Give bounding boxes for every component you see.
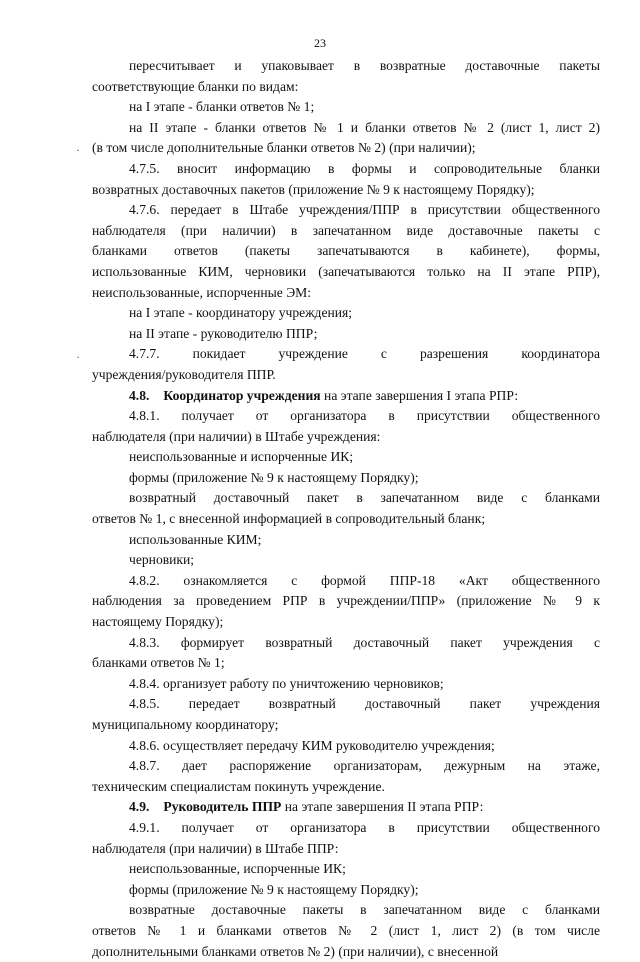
paragraph-line: соответствующие бланки по видам:: [92, 78, 299, 94]
paragraph-line: муниципальному координатору;: [92, 717, 279, 732]
section-heading-rest: на этапе завершения I этапа РПР:: [320, 387, 519, 403]
paragraph-line: наблюдателя (при наличии) в Штабе ППР:: [92, 840, 339, 856]
paragraph-line: возвратных доставочных пакетов (приложение № 9 к настоящему Порядку);: [92, 181, 535, 197]
page-number: 23: [314, 36, 326, 50]
paragraph-first-line: пересчитывает и упаковывает в возвратные доставочные пакеты: [129, 58, 600, 73]
paragraph-first-line: 4.7.6. передает в Штабе учреждения/ППР в присутствии общественного: [129, 202, 600, 218]
paragraph-first-line: на II этапе - бланки ответов № 1 и бланки ответов № 2 (лист 1, лист 2): [129, 119, 600, 135]
paragraph-first-line: 4.8.5. передает возвратный доставочный пакет учреждения: [129, 696, 600, 712]
paragraph-line: бланками ответов (пакеты запечатываются в кабинете), формы,: [92, 243, 600, 259]
paragraph-first-line: 4.7.5. вносит информацию в формы и сопроводительные бланки: [129, 160, 600, 176]
paragraph-first-line: неиспользованные и испорченные ИК;: [129, 449, 354, 465]
paragraph-first-line: 4.8.3. формирует возвратный доставочный пакет учреждения с: [129, 634, 600, 650]
section-heading-rest: на этапе завершения II этапа РПР:: [281, 799, 484, 815]
paragraph-first-line: формы (приложение № 9 к настоящему Порядку);: [129, 881, 419, 897]
paragraph-line: техническим специалистам покинуть учреждение.: [92, 778, 385, 794]
margin-mark: ·: [76, 143, 80, 157]
paragraph-first-line: формы (приложение № 9 к настоящему Порядку);: [129, 469, 419, 485]
paragraph-line: неиспользованные, испорченные ЭМ:: [92, 284, 312, 300]
paragraph-first-line: на I этапе - бланки ответов № 1;: [129, 99, 315, 115]
paragraph-first-line: 4.9.1. получает от организатора в присутствии общественного: [129, 819, 600, 835]
section-heading: [92, 386, 600, 407]
paragraph-first-line: на II этапе - руководителю ППР;: [129, 325, 318, 341]
section-heading-bold: Руководитель ППР: [163, 799, 282, 815]
paragraph-line: ответов № 1 и бланками ответов № 2 (лист 1, лист 2) (в том числе: [92, 922, 600, 938]
paragraph-first-line: 4.8.1. получает от организатора в присутствии общественного: [129, 408, 600, 424]
section-heading: [92, 797, 600, 818]
paragraph-line: ответов № 1, с внесенной информацией в сопроводительный бланк;: [92, 511, 486, 527]
paragraph-first-line: 4.8.6. осуществляет передачу КИМ руководителю учреждения;: [129, 737, 495, 753]
paragraph-line: (в том числе дополнительные бланки ответов № 2) (при наличии);: [92, 140, 476, 156]
paragraph-first-line: черновики;: [129, 552, 195, 568]
section-heading-bold: Координатор учреждения: [163, 387, 321, 403]
margin-mark: ·: [76, 350, 80, 364]
section-number: 4.8.: [129, 387, 150, 403]
paragraph-line: настоящему Порядку);: [92, 614, 224, 630]
paragraph-first-line: 4.7.7. покидает учреждение с разрешения координатора: [129, 346, 600, 362]
document-body: [92, 56, 600, 962]
paragraph-line: наблюдателя (при наличии) в запечатанном виде доставочные пакеты с: [92, 222, 600, 238]
paragraph-first-line: неиспользованные, испорченные ИК;: [129, 861, 346, 877]
paragraph-line: наблюдения за проведением РПР в учреждении/ППР» (приложение № 9 к: [92, 593, 600, 609]
paragraph-line: наблюдателя (при наличии) в Штабе учреждения:: [92, 428, 381, 444]
paragraph-line: бланками ответов № 1;: [92, 655, 225, 671]
paragraph-first-line: 4.8.7. дает распоряжение организаторам, дежурным на этаже,: [129, 758, 600, 774]
paragraph-first-line: возвратные доставочные пакеты в запечатанном виде с бланками: [129, 902, 600, 918]
paragraph-first-line: возвратный доставочный пакет в запечатанном виде с бланками: [129, 490, 600, 506]
paragraph-line: использованные КИМ, черновики (запечатываются только на II этапе РПР),: [92, 263, 600, 279]
paragraph-first-line: на I этапе - координатору учреждения;: [129, 305, 353, 321]
paragraph-first-line: использованные КИМ;: [129, 531, 262, 547]
paragraph-first-line: 4.8.2. ознакомляется с формой ППР-18 «Акт общественного: [129, 572, 600, 588]
paragraph-line: дополнительными бланками ответов № 2) (при наличии), с внесенной: [92, 943, 499, 959]
section-number: 4.9.: [129, 799, 150, 815]
paragraph-line: учреждения/руководителя ППР.: [92, 366, 276, 382]
paragraph-first-line: 4.8.4. организует работу по уничтожению черновиков;: [129, 675, 444, 691]
